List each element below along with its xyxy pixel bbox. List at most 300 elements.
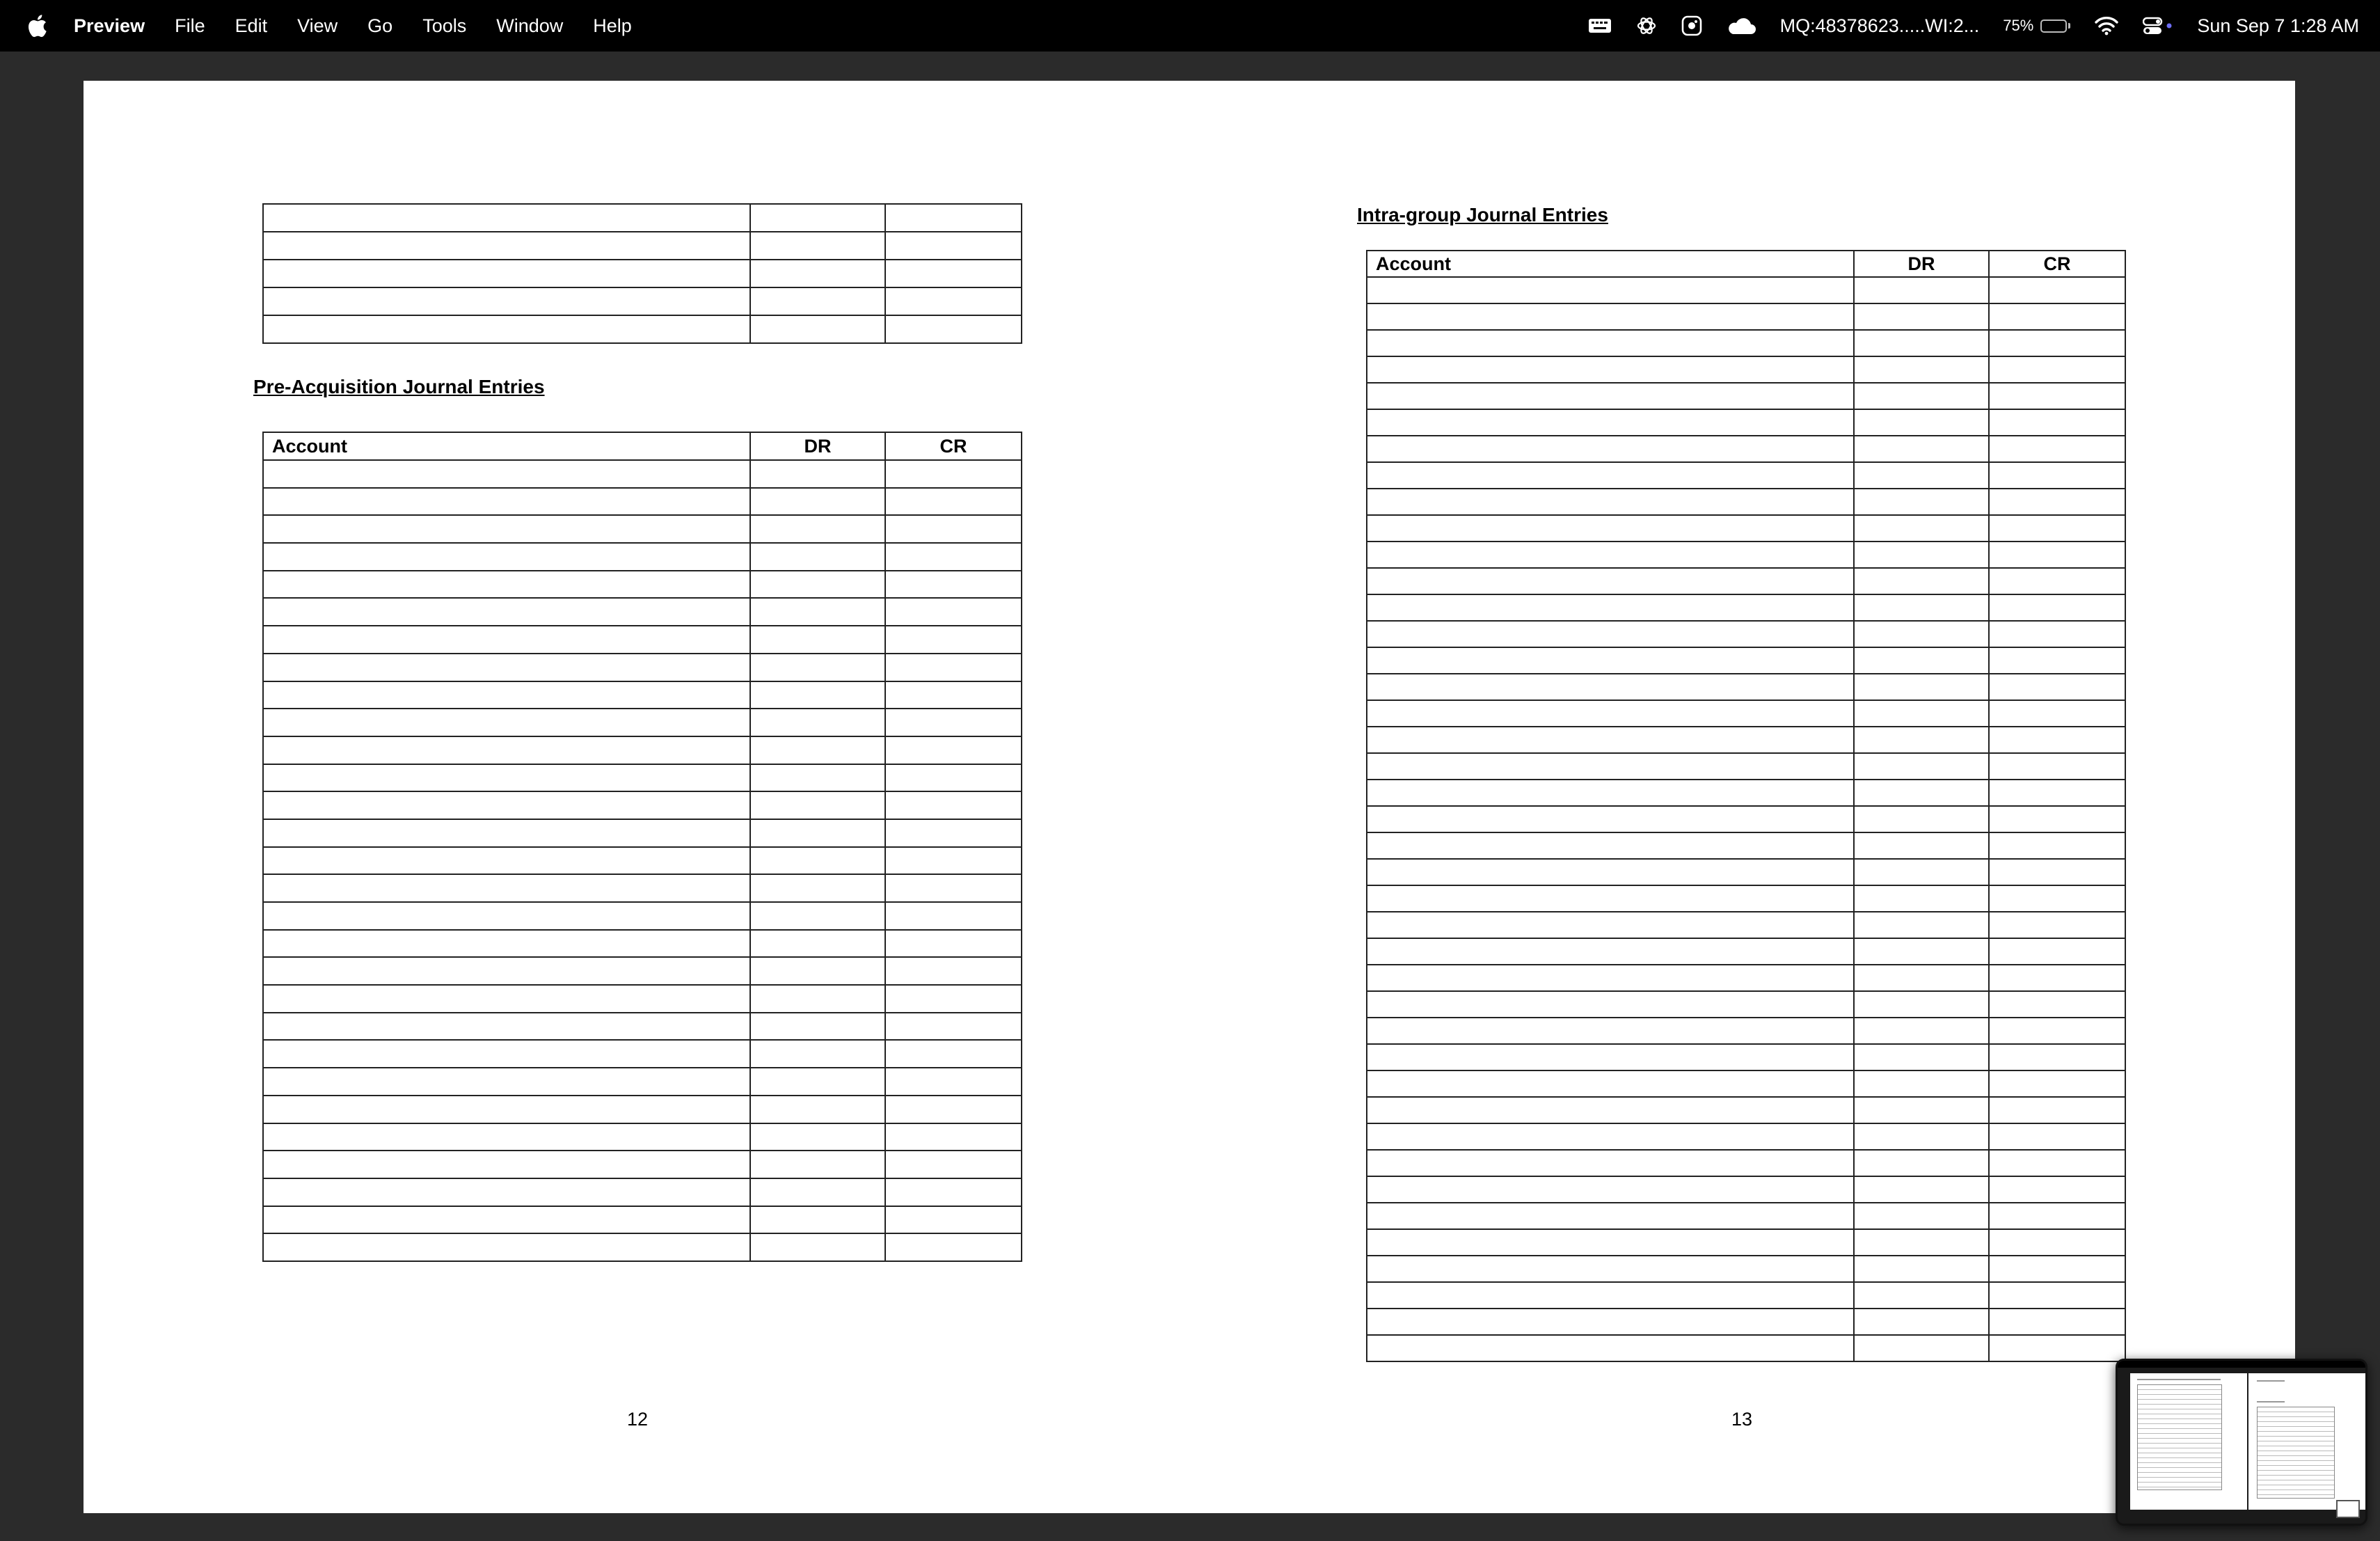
intra-dr-cell bbox=[1854, 912, 1989, 938]
continuation-cr-cell bbox=[885, 204, 1022, 232]
cloud-icon[interactable] bbox=[1726, 16, 1756, 35]
pre-acq-cr-cell bbox=[885, 764, 1022, 792]
intra-row bbox=[1367, 885, 2125, 912]
intra-account-cell bbox=[1367, 700, 1854, 727]
intra-account-cell bbox=[1367, 1229, 1854, 1256]
pre-acq-dr-cell bbox=[750, 543, 885, 571]
menu-file[interactable]: File bbox=[175, 15, 205, 36]
pre-acq-cr-cell bbox=[885, 1206, 1022, 1234]
intra-account-cell bbox=[1367, 277, 1854, 303]
pre-acq-cr-cell bbox=[885, 515, 1022, 543]
menu-help[interactable]: Help bbox=[593, 15, 632, 36]
intra-cr-cell bbox=[1989, 621, 2125, 647]
intra-cr-cell bbox=[1989, 356, 2125, 383]
continuation-account-cell bbox=[263, 315, 750, 343]
pre-acq-cr-cell bbox=[885, 654, 1022, 681]
intra-cr-header: CR bbox=[1989, 251, 2125, 277]
pre-acq-dr-cell bbox=[750, 1068, 885, 1096]
pre-acq-cr-cell bbox=[885, 709, 1022, 736]
intra-account-cell bbox=[1367, 991, 1854, 1018]
intra-account-cell bbox=[1367, 674, 1854, 700]
continuation-dr-cell bbox=[750, 315, 885, 343]
pre-acq-account-cell bbox=[263, 791, 750, 819]
intra-cr-cell bbox=[1989, 885, 2125, 912]
intra-row bbox=[1367, 621, 2125, 647]
continuation-account-cell bbox=[263, 204, 750, 232]
thumbnail-menubar bbox=[2118, 1361, 2365, 1368]
intra-dr-cell bbox=[1854, 594, 1989, 621]
intra-dr-cell bbox=[1854, 356, 1989, 383]
intra-cr-cell bbox=[1989, 515, 2125, 542]
pre-acq-account-cell bbox=[263, 985, 750, 1013]
pre-acq-row bbox=[263, 1178, 1022, 1206]
pre-acq-dr-cell bbox=[750, 598, 885, 626]
pre-acq-account-cell bbox=[263, 1178, 750, 1206]
intra-cr-cell bbox=[1989, 938, 2125, 965]
pre-acq-cr-cell bbox=[885, 1040, 1022, 1068]
pre-acq-cr-cell bbox=[885, 1178, 1022, 1206]
intra-cr-cell bbox=[1989, 383, 2125, 409]
pre-acq-cr-cell bbox=[885, 930, 1022, 958]
pre-acq-row bbox=[263, 1123, 1022, 1151]
intra-cr-cell bbox=[1989, 594, 2125, 621]
continuation-dr-cell bbox=[750, 260, 885, 287]
thumbnail-expand-icon[interactable] bbox=[2336, 1500, 2360, 1518]
intra-account-cell bbox=[1367, 1070, 1854, 1097]
intra-row bbox=[1367, 1309, 2125, 1335]
pre-acq-cr-cell bbox=[885, 571, 1022, 599]
pre-acq-account-cell bbox=[263, 902, 750, 930]
intra-row bbox=[1367, 1282, 2125, 1309]
pre-acq-account-cell bbox=[263, 1206, 750, 1234]
intra-cr-cell bbox=[1989, 330, 2125, 356]
intra-account-cell bbox=[1367, 330, 1854, 356]
intra-row bbox=[1367, 727, 2125, 753]
pre-acq-row bbox=[263, 1233, 1022, 1261]
pre-acq-account-header: Account bbox=[263, 432, 750, 460]
openai-icon[interactable] bbox=[1635, 15, 1658, 37]
menu-window[interactable]: Window bbox=[496, 15, 564, 36]
battery-percent: 75% bbox=[2003, 17, 2034, 34]
intra-dr-cell bbox=[1854, 991, 1989, 1018]
pre-acq-account-cell bbox=[263, 654, 750, 681]
pre-acq-account-cell bbox=[263, 460, 750, 488]
pre-acq-account-cell bbox=[263, 571, 750, 599]
intra-cr-cell bbox=[1989, 780, 2125, 806]
pre-acq-account-cell bbox=[263, 1123, 750, 1151]
intra-account-cell bbox=[1367, 621, 1854, 647]
pre-acq-dr-cell bbox=[750, 957, 885, 985]
pre-acq-dr-cell bbox=[750, 571, 885, 599]
intra-group-heading: Intra-group Journal Entries bbox=[1357, 204, 1608, 226]
pre-acq-row bbox=[263, 930, 1022, 958]
menu-go[interactable]: Go bbox=[367, 15, 393, 36]
intra-group-table bbox=[1366, 250, 2126, 1362]
intra-dr-cell bbox=[1854, 1282, 1989, 1309]
intra-account-cell bbox=[1367, 806, 1854, 832]
battery-indicator[interactable] bbox=[2003, 17, 2070, 35]
pre-acquisition-heading: Pre-Acquisition Journal Entries bbox=[253, 376, 545, 397]
intra-row bbox=[1367, 542, 2125, 568]
status-area bbox=[1564, 0, 2359, 52]
intra-dr-cell bbox=[1854, 568, 1989, 594]
menu-app-preview[interactable]: Preview bbox=[74, 15, 145, 36]
network-id-text[interactable]: MQ:48378623.....WI:2... bbox=[1779, 15, 1980, 36]
pre-acq-account-cell bbox=[263, 819, 750, 847]
pre-acq-account-cell bbox=[263, 1040, 750, 1068]
pre-acq-dr-cell bbox=[750, 791, 885, 819]
pre-acq-dr-header: DR bbox=[750, 432, 885, 460]
intra-row bbox=[1367, 1097, 2125, 1123]
intra-dr-cell bbox=[1854, 700, 1989, 727]
pre-acq-dr-cell bbox=[750, 764, 885, 792]
continuation-row bbox=[263, 260, 1022, 287]
pre-acq-dr-cell bbox=[750, 1151, 885, 1178]
pre-acq-cr-cell bbox=[885, 626, 1022, 654]
intra-account-cell bbox=[1367, 727, 1854, 753]
pre-acq-dr-cell bbox=[750, 1040, 885, 1068]
pre-acq-row bbox=[263, 1096, 1022, 1123]
pre-acq-dr-cell bbox=[750, 1123, 885, 1151]
pre-acq-row bbox=[263, 764, 1022, 792]
clock-text[interactable]: Sun Sep 7 1:28 AM bbox=[2197, 15, 2359, 36]
pre-acq-account-cell bbox=[263, 709, 750, 736]
intra-account-cell bbox=[1367, 568, 1854, 594]
apple-menu-icon[interactable] bbox=[26, 13, 50, 39]
pre-acq-row bbox=[263, 1068, 1022, 1096]
pre-acq-row bbox=[263, 543, 1022, 571]
intra-row bbox=[1367, 383, 2125, 409]
pre-acq-dr-cell bbox=[750, 515, 885, 543]
intra-row bbox=[1367, 674, 2125, 700]
intra-cr-cell bbox=[1989, 700, 2125, 727]
menu-tools[interactable]: Tools bbox=[422, 15, 467, 36]
pre-acq-account-cell bbox=[263, 736, 750, 764]
intra-dr-cell bbox=[1854, 780, 1989, 806]
intra-dr-cell bbox=[1854, 542, 1989, 568]
control-center-icon[interactable] bbox=[2143, 16, 2173, 35]
battery-icon bbox=[2040, 19, 2070, 33]
pre-acq-dr-cell bbox=[750, 736, 885, 764]
intra-dr-cell bbox=[1854, 885, 1989, 912]
keyboard-icon[interactable] bbox=[1588, 17, 1612, 34]
pre-acq-dr-cell bbox=[750, 460, 885, 488]
pre-acq-row bbox=[263, 1151, 1022, 1178]
intra-cr-cell bbox=[1989, 1256, 2125, 1282]
intra-row bbox=[1367, 330, 2125, 356]
pre-acq-row bbox=[263, 1206, 1022, 1234]
intra-row bbox=[1367, 1256, 2125, 1282]
intra-row bbox=[1367, 700, 2125, 727]
pre-acq-cr-cell bbox=[885, 1151, 1022, 1178]
intra-row bbox=[1367, 303, 2125, 330]
pre-acq-cr-cell bbox=[885, 1096, 1022, 1123]
pre-acq-cr-cell bbox=[885, 1123, 1022, 1151]
intra-cr-cell bbox=[1989, 912, 2125, 938]
intra-dr-cell bbox=[1854, 515, 1989, 542]
pre-acq-dr-cell bbox=[750, 488, 885, 516]
pre-acq-cr-cell bbox=[885, 460, 1022, 488]
intra-cr-cell bbox=[1989, 489, 2125, 515]
intra-row bbox=[1367, 753, 2125, 780]
intra-dr-cell bbox=[1854, 1123, 1989, 1150]
pre-acq-dr-cell bbox=[750, 930, 885, 958]
pre-acq-account-cell bbox=[263, 930, 750, 958]
intra-account-cell bbox=[1367, 1203, 1854, 1229]
page-number-left: 12 bbox=[627, 1409, 649, 1430]
continuation-account-cell bbox=[263, 287, 750, 315]
intra-dr-cell bbox=[1854, 647, 1989, 674]
intra-row bbox=[1367, 806, 2125, 832]
pre-acq-row bbox=[263, 874, 1022, 902]
pre-acq-row bbox=[263, 654, 1022, 681]
pre-acq-cr-cell bbox=[885, 791, 1022, 819]
intra-cr-cell bbox=[1989, 1070, 2125, 1097]
pre-acq-account-cell bbox=[263, 957, 750, 985]
pre-acq-account-cell bbox=[263, 1068, 750, 1096]
intra-dr-cell bbox=[1854, 753, 1989, 780]
screenshot-thumbnail[interactable] bbox=[2116, 1359, 2367, 1526]
pre-acq-cr-cell bbox=[885, 1013, 1022, 1041]
intra-cr-cell bbox=[1989, 965, 2125, 991]
pre-acq-cr-cell bbox=[885, 681, 1022, 709]
intra-account-cell bbox=[1367, 1335, 1854, 1361]
pre-acq-account-cell bbox=[263, 874, 750, 902]
intra-dr-cell bbox=[1854, 277, 1989, 303]
intra-row bbox=[1367, 912, 2125, 938]
intra-cr-cell bbox=[1989, 806, 2125, 832]
intra-account-cell bbox=[1367, 859, 1854, 885]
pre-acq-account-cell bbox=[263, 764, 750, 792]
intra-account-cell bbox=[1367, 436, 1854, 462]
menu-edit[interactable]: Edit bbox=[235, 15, 268, 36]
intra-dr-cell bbox=[1854, 832, 1989, 859]
pre-acq-row bbox=[263, 791, 1022, 819]
pre-acq-dr-cell bbox=[750, 626, 885, 654]
intra-row bbox=[1367, 462, 2125, 489]
pre-acq-cr-cell bbox=[885, 736, 1022, 764]
intra-cr-cell bbox=[1989, 436, 2125, 462]
intra-cr-cell bbox=[1989, 727, 2125, 753]
intra-account-cell bbox=[1367, 1256, 1854, 1282]
pre-acq-account-cell bbox=[263, 1013, 750, 1041]
intra-dr-header: DR bbox=[1854, 251, 1989, 277]
intra-account-header: Account bbox=[1367, 251, 1854, 277]
document-view[interactable] bbox=[84, 81, 2295, 1513]
pre-acq-account-cell bbox=[263, 598, 750, 626]
intra-row bbox=[1367, 277, 2125, 303]
intra-cr-cell bbox=[1989, 542, 2125, 568]
intra-dr-cell bbox=[1854, 1044, 1989, 1070]
intra-account-cell bbox=[1367, 885, 1854, 912]
pre-acq-row bbox=[263, 488, 1022, 516]
intra-account-cell bbox=[1367, 1018, 1854, 1044]
pre-acq-dr-cell bbox=[750, 1233, 885, 1261]
intra-dr-cell bbox=[1854, 489, 1989, 515]
pre-acq-cr-cell bbox=[885, 488, 1022, 516]
pre-acq-account-cell bbox=[263, 626, 750, 654]
continuation-row bbox=[263, 315, 1022, 343]
pre-acquisition-table bbox=[262, 432, 1022, 1262]
intra-cr-cell bbox=[1989, 1123, 2125, 1150]
pre-acq-account-cell bbox=[263, 681, 750, 709]
pre-acq-dr-cell bbox=[750, 1178, 885, 1206]
intra-account-cell bbox=[1367, 1282, 1854, 1309]
pre-acq-cr-cell bbox=[885, 847, 1022, 875]
pre-acq-account-cell bbox=[263, 488, 750, 516]
pre-acq-dr-cell bbox=[750, 847, 885, 875]
pre-acq-dr-cell bbox=[750, 902, 885, 930]
continuation-table bbox=[262, 203, 1022, 344]
intra-cr-cell bbox=[1989, 1229, 2125, 1256]
continuation-cr-cell bbox=[885, 315, 1022, 343]
intra-cr-cell bbox=[1989, 1150, 2125, 1176]
intra-cr-cell bbox=[1989, 1018, 2125, 1044]
intra-row bbox=[1367, 965, 2125, 991]
intra-row bbox=[1367, 1150, 2125, 1176]
intra-row bbox=[1367, 436, 2125, 462]
pre-acq-account-cell bbox=[263, 543, 750, 571]
continuation-row bbox=[263, 204, 1022, 232]
intra-account-cell bbox=[1367, 594, 1854, 621]
intra-account-cell bbox=[1367, 1044, 1854, 1070]
intra-dr-cell bbox=[1854, 938, 1989, 965]
intra-account-cell bbox=[1367, 409, 1854, 436]
pre-acq-dr-cell bbox=[750, 1206, 885, 1234]
intra-row bbox=[1367, 1044, 2125, 1070]
pre-acq-cr-cell bbox=[885, 957, 1022, 985]
pre-acq-dr-cell bbox=[750, 1013, 885, 1041]
intra-row bbox=[1367, 1229, 2125, 1256]
intra-dr-cell bbox=[1854, 1309, 1989, 1335]
intra-cr-cell bbox=[1989, 1282, 2125, 1309]
intra-dr-cell bbox=[1854, 1229, 1989, 1256]
pre-acq-row bbox=[263, 626, 1022, 654]
intra-account-cell bbox=[1367, 489, 1854, 515]
intra-row bbox=[1367, 515, 2125, 542]
intra-row bbox=[1367, 832, 2125, 859]
intra-cr-cell bbox=[1989, 1176, 2125, 1203]
intra-account-cell bbox=[1367, 383, 1854, 409]
intra-account-cell bbox=[1367, 356, 1854, 383]
intra-dr-cell bbox=[1854, 727, 1989, 753]
continuation-account-cell bbox=[263, 232, 750, 260]
pre-acq-dr-cell bbox=[750, 819, 885, 847]
pre-acq-account-cell bbox=[263, 1096, 750, 1123]
thumbnail-page-left bbox=[2130, 1373, 2247, 1510]
intra-cr-cell bbox=[1989, 1044, 2125, 1070]
intra-dr-cell bbox=[1854, 621, 1989, 647]
intra-account-cell bbox=[1367, 753, 1854, 780]
intra-cr-cell bbox=[1989, 277, 2125, 303]
pre-acq-row bbox=[263, 571, 1022, 599]
pre-acq-account-cell bbox=[263, 1233, 750, 1261]
pre-acq-account-cell bbox=[263, 515, 750, 543]
intra-dr-cell bbox=[1854, 303, 1989, 330]
pre-acq-row bbox=[263, 460, 1022, 488]
pre-acq-cr-header: CR bbox=[885, 432, 1022, 460]
menu-bar bbox=[0, 0, 2380, 52]
intra-row bbox=[1367, 1123, 2125, 1150]
intra-account-cell bbox=[1367, 542, 1854, 568]
intra-account-cell bbox=[1367, 515, 1854, 542]
intra-account-cell bbox=[1367, 462, 1854, 489]
intra-row bbox=[1367, 991, 2125, 1018]
intra-row bbox=[1367, 409, 2125, 436]
pre-acq-cr-cell bbox=[885, 1233, 1022, 1261]
intra-row bbox=[1367, 568, 2125, 594]
continuation-cr-cell bbox=[885, 260, 1022, 287]
pre-acq-cr-cell bbox=[885, 1068, 1022, 1096]
intra-dr-cell bbox=[1854, 1018, 1989, 1044]
intra-dr-cell bbox=[1854, 1176, 1989, 1203]
pre-acq-dr-cell bbox=[750, 985, 885, 1013]
intra-cr-cell bbox=[1989, 859, 2125, 885]
pre-acq-cr-cell bbox=[885, 902, 1022, 930]
intra-account-cell bbox=[1367, 832, 1854, 859]
pre-acq-row bbox=[263, 819, 1022, 847]
intra-dr-cell bbox=[1854, 1070, 1989, 1097]
pre-acq-row bbox=[263, 957, 1022, 985]
menu-view[interactable]: View bbox=[297, 15, 338, 36]
pre-acq-account-cell bbox=[263, 1151, 750, 1178]
wifi-icon[interactable] bbox=[2094, 16, 2119, 35]
pre-acq-dr-cell bbox=[750, 1096, 885, 1123]
intra-dr-cell bbox=[1854, 674, 1989, 700]
intra-dr-cell bbox=[1854, 462, 1989, 489]
intra-account-cell bbox=[1367, 1123, 1854, 1150]
intra-cr-cell bbox=[1989, 1097, 2125, 1123]
intra-cr-cell bbox=[1989, 1309, 2125, 1335]
intra-account-cell bbox=[1367, 1097, 1854, 1123]
app-icon[interactable] bbox=[1681, 15, 1702, 36]
intra-row bbox=[1367, 1203, 2125, 1229]
intra-cr-cell bbox=[1989, 409, 2125, 436]
intra-row bbox=[1367, 780, 2125, 806]
intra-account-cell bbox=[1367, 912, 1854, 938]
pre-acq-cr-cell bbox=[885, 819, 1022, 847]
intra-cr-cell bbox=[1989, 1203, 2125, 1229]
pre-acq-cr-cell bbox=[885, 874, 1022, 902]
continuation-row bbox=[263, 232, 1022, 260]
intra-dr-cell bbox=[1854, 1335, 1989, 1361]
intra-cr-cell bbox=[1989, 1335, 2125, 1361]
pre-acq-cr-cell bbox=[885, 598, 1022, 626]
intra-account-cell bbox=[1367, 1309, 1854, 1335]
intra-row bbox=[1367, 938, 2125, 965]
intra-account-cell bbox=[1367, 303, 1854, 330]
pre-acq-account-cell bbox=[263, 847, 750, 875]
intra-row bbox=[1367, 1018, 2125, 1044]
continuation-dr-cell bbox=[750, 287, 885, 315]
pre-acq-row bbox=[263, 1013, 1022, 1041]
pre-acq-row bbox=[263, 598, 1022, 626]
intra-row bbox=[1367, 489, 2125, 515]
intra-cr-cell bbox=[1989, 462, 2125, 489]
pre-acq-row bbox=[263, 847, 1022, 875]
intra-row bbox=[1367, 1176, 2125, 1203]
intra-account-cell bbox=[1367, 647, 1854, 674]
intra-dr-cell bbox=[1854, 1150, 1989, 1176]
intra-row bbox=[1367, 356, 2125, 383]
intra-account-cell bbox=[1367, 780, 1854, 806]
intra-dr-cell bbox=[1854, 859, 1989, 885]
pre-acq-row bbox=[263, 902, 1022, 930]
intra-dr-cell bbox=[1854, 330, 1989, 356]
continuation-cr-cell bbox=[885, 232, 1022, 260]
intra-dr-cell bbox=[1854, 409, 1989, 436]
pre-acq-row bbox=[263, 1040, 1022, 1068]
